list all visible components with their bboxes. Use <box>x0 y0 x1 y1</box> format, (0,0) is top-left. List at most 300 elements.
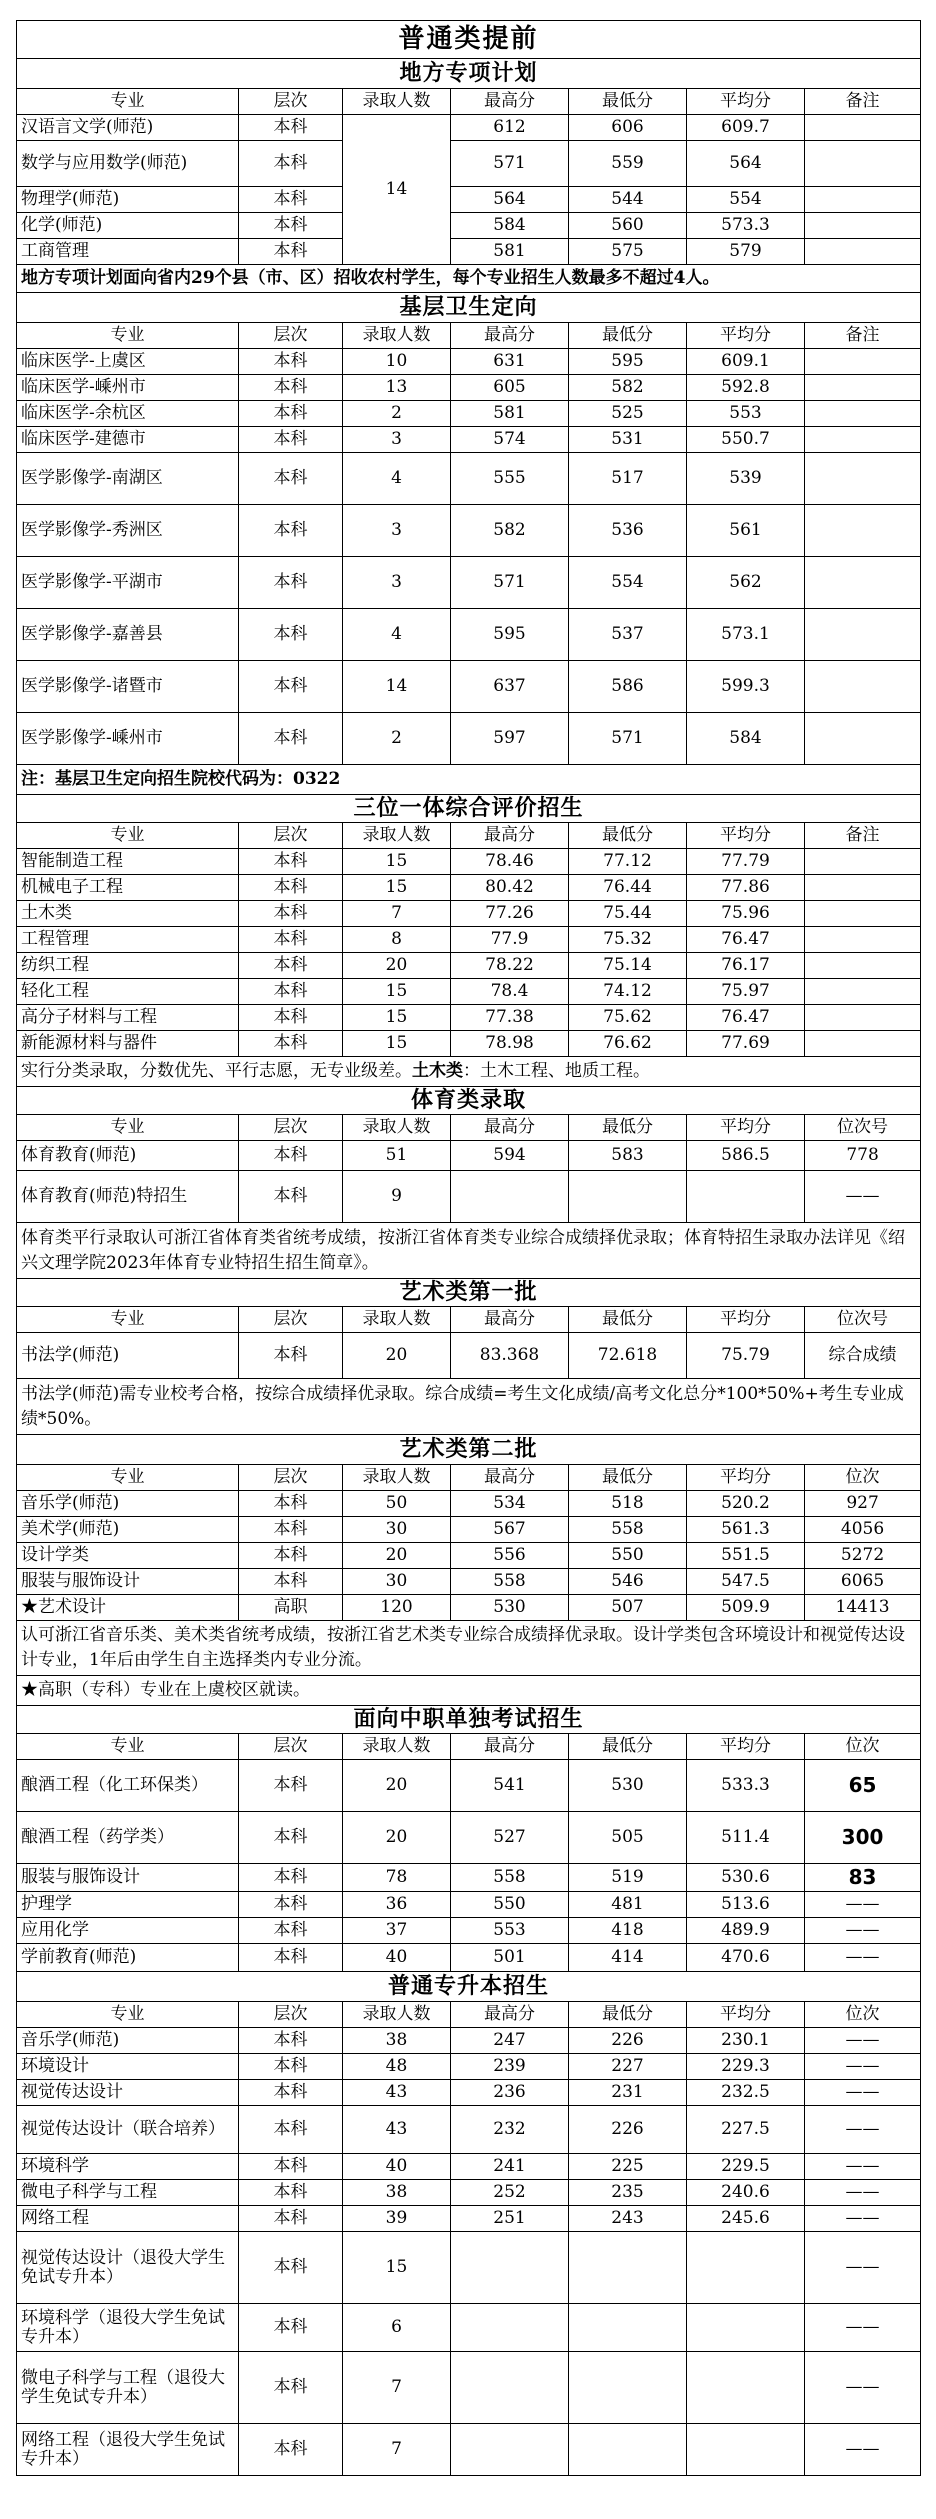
count-cell: 6 <box>343 2304 451 2352</box>
footnote <box>17 765 921 795</box>
count-cell: 78 <box>343 1864 451 1892</box>
section-title-row <box>17 795 921 823</box>
footnote <box>17 1676 921 1706</box>
table-row <box>17 1569 921 1595</box>
footnote <box>17 1621 921 1676</box>
min-cell: 418 <box>569 1918 687 1944</box>
count-cell: 20 <box>343 1543 451 1569</box>
rank-cell: —— <box>805 2352 921 2424</box>
column-header: 录取人数 <box>343 1734 451 1760</box>
table-row <box>17 1491 921 1517</box>
avg-cell: 599.3 <box>687 661 805 713</box>
min-cell: 525 <box>569 401 687 427</box>
major-cell: 临床医学-上虞区 <box>17 349 239 375</box>
footnote-text: 体育类平行录取认可浙江省体育类省统考成绩，按浙江省体育类专业综合成绩择优录取；体育特招生录取办法详见《绍兴文理学院2023年体育专业特招生招生简章》。 <box>21 1227 905 1273</box>
min-cell <box>569 2424 687 2476</box>
header-row <box>17 1734 921 1760</box>
note-cell <box>805 875 921 901</box>
column-header: 层次 <box>239 2002 343 2028</box>
min-cell: 507 <box>569 1595 687 1621</box>
rank-cell: 65 <box>805 1760 921 1812</box>
level-cell: 本科 <box>239 1171 343 1223</box>
avg-cell: 240.6 <box>687 2180 805 2206</box>
count-cell: 38 <box>343 2180 451 2206</box>
rank-cell: 927 <box>805 1491 921 1517</box>
level-cell: 本科 <box>239 375 343 401</box>
count-cell: 40 <box>343 2154 451 2180</box>
header-row <box>17 323 921 349</box>
column-header: 录取人数 <box>343 823 451 849</box>
table-row <box>17 349 921 375</box>
section-title-row <box>17 1706 921 1734</box>
max-cell: 251 <box>451 2206 569 2232</box>
table-row <box>17 1944 921 1972</box>
count-cell: 15 <box>343 2232 451 2304</box>
level-cell: 本科 <box>239 427 343 453</box>
major-cell: 体育教育(师范)特招生 <box>17 1171 239 1223</box>
header-row <box>17 2002 921 2028</box>
avg-cell: 232.5 <box>687 2080 805 2106</box>
avg-cell: 77.69 <box>687 1031 805 1057</box>
max-cell: 541 <box>451 1760 569 1812</box>
count-cell: 20 <box>343 1760 451 1812</box>
major-cell: 高分子材料与工程 <box>17 1005 239 1031</box>
section-title: 三位一体综合评价招生 <box>17 795 921 823</box>
avg-cell: 579 <box>687 239 805 265</box>
major-cell: 医学影像学-南湖区 <box>17 453 239 505</box>
note-cell <box>805 849 921 875</box>
min-cell: 575 <box>569 239 687 265</box>
max-cell: 571 <box>451 141 569 187</box>
count-cell: 3 <box>343 557 451 609</box>
column-header: 最高分 <box>451 1734 569 1760</box>
count-cell: 20 <box>343 1333 451 1379</box>
footnote-row <box>17 1223 921 1279</box>
column-header: 位次 <box>805 2002 921 2028</box>
max-cell: 78.98 <box>451 1031 569 1057</box>
level-cell: 本科 <box>239 2304 343 2352</box>
column-header: 最高分 <box>451 1307 569 1333</box>
rank-cell: —— <box>805 2154 921 2180</box>
min-cell: 518 <box>569 1491 687 1517</box>
level-cell: 本科 <box>239 141 343 187</box>
major-cell: 医学影像学-嵊州市 <box>17 713 239 765</box>
min-cell: 558 <box>569 1517 687 1543</box>
column-header: 平均分 <box>687 823 805 849</box>
count-cell: 120 <box>343 1595 451 1621</box>
major-cell: 医学影像学-秀洲区 <box>17 505 239 557</box>
avg-cell: 550.7 <box>687 427 805 453</box>
min-cell: 606 <box>569 115 687 141</box>
max-cell: 612 <box>451 115 569 141</box>
section-title-row <box>17 1087 921 1115</box>
footnote-row <box>17 1676 921 1706</box>
footnote <box>17 265 921 293</box>
max-cell: 555 <box>451 453 569 505</box>
note-cell <box>805 349 921 375</box>
count-cell: 7 <box>343 2352 451 2424</box>
footnote <box>17 1379 921 1435</box>
note-cell <box>805 141 921 187</box>
rank-cell: —— <box>805 2206 921 2232</box>
footnote-row <box>17 1057 921 1087</box>
avg-cell: 586.5 <box>687 1141 805 1171</box>
level-cell: 本科 <box>239 213 343 239</box>
table-row <box>17 1031 921 1057</box>
major-cell: 智能制造工程 <box>17 849 239 875</box>
level-cell: 本科 <box>239 1760 343 1812</box>
note-cell <box>805 213 921 239</box>
section-title-row <box>17 293 921 323</box>
note-cell <box>805 427 921 453</box>
count-cell: 50 <box>343 1491 451 1517</box>
max-cell: 594 <box>451 1141 569 1171</box>
avg-cell: 227.5 <box>687 2106 805 2154</box>
min-cell: 571 <box>569 713 687 765</box>
table-row <box>17 239 921 265</box>
major-cell: 视觉传达设计（退役大学生免试专升本） <box>17 2232 239 2304</box>
column-header: 平均分 <box>687 1734 805 1760</box>
count-cell: 20 <box>343 953 451 979</box>
min-cell: 505 <box>569 1812 687 1864</box>
table-row <box>17 2080 921 2106</box>
avg-cell: 513.6 <box>687 1892 805 1918</box>
section-title: 体育类录取 <box>17 1087 921 1115</box>
table-row <box>17 2424 921 2476</box>
note-cell <box>805 557 921 609</box>
min-cell <box>569 2304 687 2352</box>
table-row <box>17 557 921 609</box>
column-header: 备注 <box>805 89 921 115</box>
major-cell: 书法学(师范) <box>17 1333 239 1379</box>
column-header: 平均分 <box>687 323 805 349</box>
max-cell: 582 <box>451 505 569 557</box>
min-cell: 546 <box>569 1569 687 1595</box>
count-cell: 40 <box>343 1944 451 1972</box>
level-cell: 本科 <box>239 2232 343 2304</box>
count-cell: 39 <box>343 2206 451 2232</box>
section-title: 面向中职单独考试招生 <box>17 1706 921 1734</box>
rank-cell: —— <box>805 2304 921 2352</box>
column-header: 层次 <box>239 823 343 849</box>
count-cell: 51 <box>343 1141 451 1171</box>
level-cell: 本科 <box>239 2206 343 2232</box>
avg-cell: 609.1 <box>687 349 805 375</box>
table-row <box>17 141 921 187</box>
avg-cell: 533.3 <box>687 1760 805 1812</box>
major-cell: 临床医学-建德市 <box>17 427 239 453</box>
column-header: 最高分 <box>451 1115 569 1141</box>
footnote-text: ：土木工程、地质工程。 <box>463 1061 650 1081</box>
max-cell: 534 <box>451 1491 569 1517</box>
level-cell: 本科 <box>239 849 343 875</box>
section-title: 普通专升本招生 <box>17 1972 921 2002</box>
level-cell: 本科 <box>239 349 343 375</box>
column-header: 位次号 <box>805 1115 921 1141</box>
level-cell: 本科 <box>239 1031 343 1057</box>
table-row <box>17 1918 921 1944</box>
major-cell: 环境科学（退役大学生免试专升本） <box>17 2304 239 2352</box>
rank-cell: —— <box>805 2028 921 2054</box>
max-cell: 77.9 <box>451 927 569 953</box>
max-cell <box>451 1171 569 1223</box>
count-cell: 13 <box>343 375 451 401</box>
max-cell: 236 <box>451 2080 569 2106</box>
footnote-row <box>17 1379 921 1435</box>
level-cell: 本科 <box>239 713 343 765</box>
major-cell: 视觉传达设计（联合培养） <box>17 2106 239 2154</box>
min-cell: 531 <box>569 427 687 453</box>
major-cell: 医学影像学-平湖市 <box>17 557 239 609</box>
table-row <box>17 2054 921 2080</box>
major-cell: 机械电子工程 <box>17 875 239 901</box>
main-title: 普通类提前 <box>17 21 921 59</box>
max-cell: 77.38 <box>451 1005 569 1031</box>
admission-score-document <box>16 20 920 2476</box>
level-cell: 本科 <box>239 1812 343 1864</box>
footnote-text: 书法学(师范)需专业校考合格，按综合成绩择优录取。综合成绩=考生文化成绩/高考文化总分*100*50%+考生专业成绩*50%。 <box>21 1383 904 1429</box>
avg-cell: 584 <box>687 713 805 765</box>
rank-cell: 4056 <box>805 1517 921 1543</box>
avg-cell: 76.17 <box>687 953 805 979</box>
major-cell: 应用化学 <box>17 1918 239 1944</box>
header-row <box>17 89 921 115</box>
major-cell: 数学与应用数学(师范) <box>17 141 239 187</box>
column-header: 专业 <box>17 323 239 349</box>
count-cell: 2 <box>343 713 451 765</box>
note-cell <box>805 239 921 265</box>
column-header: 最低分 <box>569 823 687 849</box>
rank-cell: —— <box>805 1892 921 1918</box>
level-cell: 本科 <box>239 2106 343 2154</box>
column-header: 备注 <box>805 323 921 349</box>
count-cell: 4 <box>343 609 451 661</box>
level-cell: 本科 <box>239 239 343 265</box>
major-cell: 医学影像学-诸暨市 <box>17 661 239 713</box>
table-row <box>17 713 921 765</box>
table-row <box>17 427 921 453</box>
footnote-text: 实行分类录取，分数优先、平行志愿，无专业级差。 <box>21 1061 412 1081</box>
avg-cell: 553 <box>687 401 805 427</box>
column-header: 最低分 <box>569 2002 687 2028</box>
min-cell: 519 <box>569 1864 687 1892</box>
count-cell: 4 <box>343 453 451 505</box>
column-header: 平均分 <box>687 1307 805 1333</box>
count-cell: 9 <box>343 1171 451 1223</box>
table-row <box>17 2352 921 2424</box>
rank-cell: —— <box>805 1171 921 1223</box>
footnote-text: ★高职（专科）专业在上虞校区就读。 <box>21 1680 310 1700</box>
max-cell: 581 <box>451 401 569 427</box>
avg-cell: 530.6 <box>687 1864 805 1892</box>
min-cell: 72.618 <box>569 1333 687 1379</box>
avg-cell: 561.3 <box>687 1517 805 1543</box>
major-cell: 设计学类 <box>17 1543 239 1569</box>
count-cell: 3 <box>343 427 451 453</box>
level-cell: 本科 <box>239 875 343 901</box>
footnote-row <box>17 765 921 795</box>
rank-cell: 6065 <box>805 1569 921 1595</box>
count-cell: 38 <box>343 2028 451 2054</box>
avg-cell: 561 <box>687 505 805 557</box>
min-cell: 481 <box>569 1892 687 1918</box>
footnote-text: 人。 <box>685 268 720 288</box>
min-cell: 544 <box>569 187 687 213</box>
note-cell <box>805 661 921 713</box>
table-row <box>17 849 921 875</box>
rank-cell: —— <box>805 1944 921 1972</box>
max-cell: 78.4 <box>451 979 569 1005</box>
section-title: 艺术类第二批 <box>17 1435 921 1465</box>
footnote-text: 地方专项计划面向省内 <box>21 268 191 288</box>
avg-cell: 77.86 <box>687 875 805 901</box>
table-row <box>17 2154 921 2180</box>
table-row <box>17 927 921 953</box>
avg-cell <box>687 2352 805 2424</box>
rank-cell: 5272 <box>805 1543 921 1569</box>
count-cell: 20 <box>343 1812 451 1864</box>
footnote-text: 认可浙江省音乐类、美术类省统考成绩，按浙江省艺术类专业综合成绩择优录取。设计学类包含环境设计和视觉传达设计专业，1年后由学生自主选择类内专业分流。 <box>21 1625 905 1670</box>
rank-cell: 300 <box>805 1812 921 1864</box>
column-header: 备注 <box>805 823 921 849</box>
rank-cell: 综合成绩 <box>805 1333 921 1379</box>
column-header: 层次 <box>239 1734 343 1760</box>
rank-cell: —— <box>805 2080 921 2106</box>
level-cell: 本科 <box>239 2028 343 2054</box>
column-header: 最高分 <box>451 823 569 849</box>
max-cell: 605 <box>451 375 569 401</box>
major-cell: 化学(师范) <box>17 213 239 239</box>
major-cell: 服装与服饰设计 <box>17 1864 239 1892</box>
footnote-text: 土木类 <box>412 1061 463 1081</box>
count-cell: 8 <box>343 927 451 953</box>
min-cell: 530 <box>569 1760 687 1812</box>
column-header: 专业 <box>17 1465 239 1491</box>
column-header: 录取人数 <box>343 89 451 115</box>
max-cell: 241 <box>451 2154 569 2180</box>
column-header: 录取人数 <box>343 1465 451 1491</box>
level-cell: 本科 <box>239 2180 343 2206</box>
major-cell: 物理学(师范) <box>17 187 239 213</box>
avg-cell: 470.6 <box>687 1944 805 1972</box>
major-cell: 网络工程（退役大学生免试专升本） <box>17 2424 239 2476</box>
avg-cell: 75.97 <box>687 979 805 1005</box>
footnote-text: 个县（市、区）招收农村学生，每个专业招生人数最多不超过 <box>214 268 674 288</box>
major-cell: 音乐学(师范) <box>17 2028 239 2054</box>
header-row <box>17 1465 921 1491</box>
column-header: 平均分 <box>687 1115 805 1141</box>
avg-cell: 76.47 <box>687 927 805 953</box>
column-header: 位次 <box>805 1734 921 1760</box>
max-cell: 574 <box>451 427 569 453</box>
max-cell <box>451 2232 569 2304</box>
level-cell: 高职 <box>239 1595 343 1621</box>
table-row <box>17 2206 921 2232</box>
level-cell: 本科 <box>239 187 343 213</box>
table-row <box>17 2028 921 2054</box>
min-cell: 595 <box>569 349 687 375</box>
level-cell: 本科 <box>239 2080 343 2106</box>
min-cell: 559 <box>569 141 687 187</box>
avg-cell: 245.6 <box>687 2206 805 2232</box>
max-cell: 530 <box>451 1595 569 1621</box>
note-cell <box>805 609 921 661</box>
section-title: 艺术类第一批 <box>17 1279 921 1307</box>
note-cell <box>805 979 921 1005</box>
max-cell: 558 <box>451 1569 569 1595</box>
avg-cell <box>687 1171 805 1223</box>
column-header: 录取人数 <box>343 323 451 349</box>
rank-cell: —— <box>805 2054 921 2080</box>
avg-cell: 539 <box>687 453 805 505</box>
max-cell: 239 <box>451 2054 569 2080</box>
min-cell: 225 <box>569 2154 687 2180</box>
rank-cell: —— <box>805 2180 921 2206</box>
major-cell: 酿酒工程（化工环保类） <box>17 1760 239 1812</box>
major-cell: 视觉传达设计 <box>17 2080 239 2106</box>
level-cell: 本科 <box>239 979 343 1005</box>
avg-cell: 511.4 <box>687 1812 805 1864</box>
level-cell: 本科 <box>239 1005 343 1031</box>
column-header: 录取人数 <box>343 1307 451 1333</box>
max-cell: 83.368 <box>451 1333 569 1379</box>
max-cell: 637 <box>451 661 569 713</box>
footnote-text: 0322 <box>293 769 341 789</box>
min-cell: 227 <box>569 2054 687 2080</box>
avg-cell <box>687 2304 805 2352</box>
section-title: 地方专项计划 <box>17 59 921 89</box>
count-cell: 48 <box>343 2054 451 2080</box>
table-row <box>17 1760 921 1812</box>
table-row <box>17 1517 921 1543</box>
column-header: 最高分 <box>451 1465 569 1491</box>
footnote <box>17 1223 921 1279</box>
avg-cell: 564 <box>687 141 805 187</box>
avg-cell: 592.8 <box>687 375 805 401</box>
level-cell: 本科 <box>239 609 343 661</box>
column-header: 专业 <box>17 1734 239 1760</box>
avg-cell: 573.3 <box>687 213 805 239</box>
footnote-row <box>17 265 921 293</box>
min-cell: 414 <box>569 1944 687 1972</box>
avg-cell <box>687 2232 805 2304</box>
avg-cell: 573.1 <box>687 609 805 661</box>
min-cell: 235 <box>569 2180 687 2206</box>
max-cell: 571 <box>451 557 569 609</box>
column-header: 最低分 <box>569 1307 687 1333</box>
table-row <box>17 609 921 661</box>
major-cell: 音乐学(师范) <box>17 1491 239 1517</box>
major-cell: 网络工程 <box>17 2206 239 2232</box>
footnote <box>17 1057 921 1087</box>
table-row <box>17 1595 921 1621</box>
level-cell: 本科 <box>239 2154 343 2180</box>
count-cell: 15 <box>343 1031 451 1057</box>
min-cell: 75.44 <box>569 901 687 927</box>
table-row <box>17 1892 921 1918</box>
count-cell: 7 <box>343 901 451 927</box>
column-header: 专业 <box>17 2002 239 2028</box>
max-cell: 527 <box>451 1812 569 1864</box>
level-cell: 本科 <box>239 953 343 979</box>
min-cell: 537 <box>569 609 687 661</box>
count-cell: 15 <box>343 849 451 875</box>
level-cell: 本科 <box>239 927 343 953</box>
table-row <box>17 213 921 239</box>
note-cell <box>805 953 921 979</box>
level-cell: 本科 <box>239 401 343 427</box>
table-row <box>17 187 921 213</box>
